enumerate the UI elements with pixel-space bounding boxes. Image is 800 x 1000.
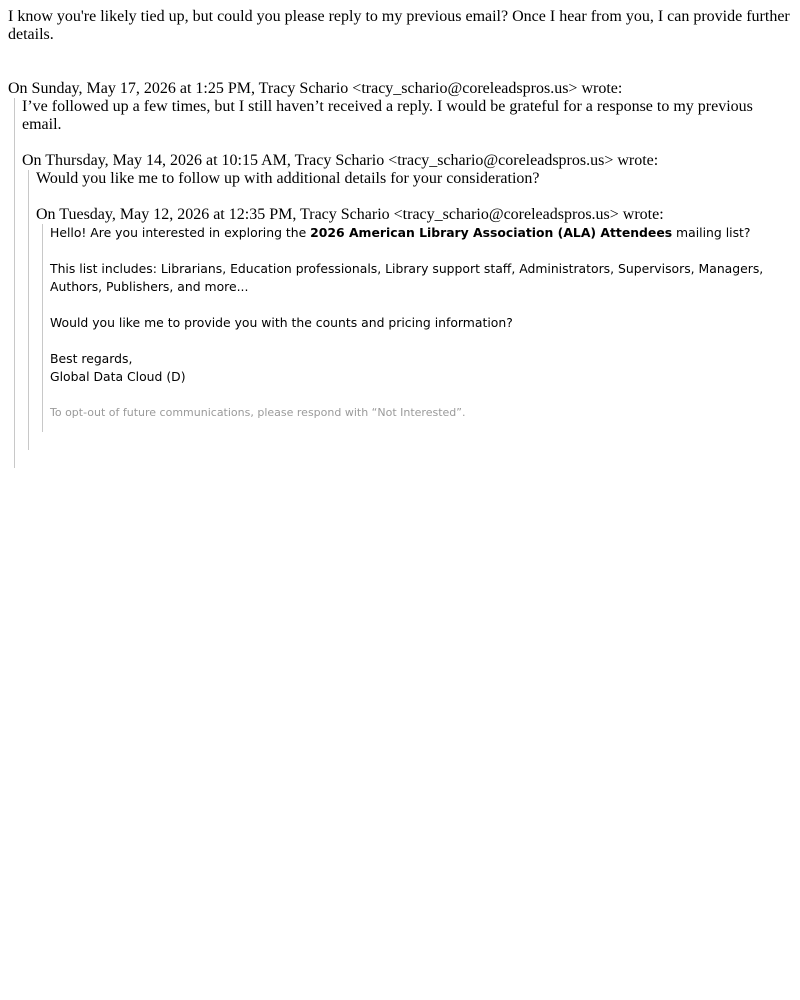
mailing-list-name: 2026 American Library Association (ALA) Attendees (310, 225, 673, 240)
quoted-message-may-14 (28, 170, 792, 450)
quoted-message-may-17 (14, 98, 792, 468)
spacer (22, 134, 792, 152)
closing-line: Best regards, (50, 351, 133, 366)
optout-notice: To opt-out of future communications, please respond with “Not Interested”. (50, 406, 466, 419)
quote-header-may-17: On Sunday, May 17, 2026 at 1:25 PM, Tracy Schario <tracy_schario@coreleadspros.us> wrote: (8, 80, 623, 97)
list-includes-text: This list includes: Librarians, Education professionals, Library support staff, Administrators, Supervisors, Managers, Authors, Publishers, and more... (50, 261, 764, 294)
intro-text-before: Hello! Are you interested in exploring the (50, 225, 311, 240)
quoted-body-may-17: I’ve followed up a few times, but I still haven’t received a reply. I would be grateful for a response to my previous email. (22, 98, 753, 133)
spacer (50, 386, 792, 404)
intro-text-after: mailing list? (672, 225, 751, 240)
intro-line (50, 224, 792, 242)
signature: Global Data Cloud (D) (50, 369, 186, 384)
quoted-message-may-12 (42, 224, 792, 432)
reply-message: I know you're likely tied up, but could you please reply to my previous email? Once I hear from you, I can provide further details. (8, 8, 790, 43)
spacer (8, 44, 792, 80)
spacer (50, 296, 792, 314)
pricing-question: Would you like me to provide you with the counts and pricing information? (50, 315, 513, 330)
spacer (36, 188, 792, 206)
spacer (50, 242, 792, 260)
quote-header-may-12: On Tuesday, May 12, 2026 at 12:35 PM, Tracy Schario <tracy_schario@coreleadspros.us> wrote: (36, 206, 664, 223)
quoted-body-may-14: Would you like me to follow up with additional details for your consideration? (36, 170, 540, 187)
spacer (50, 332, 792, 350)
email-body (0, 0, 800, 468)
quote-header-may-14: On Thursday, May 14, 2026 at 10:15 AM, Tracy Schario <tracy_schario@coreleadspros.us> wrote: (22, 152, 659, 169)
